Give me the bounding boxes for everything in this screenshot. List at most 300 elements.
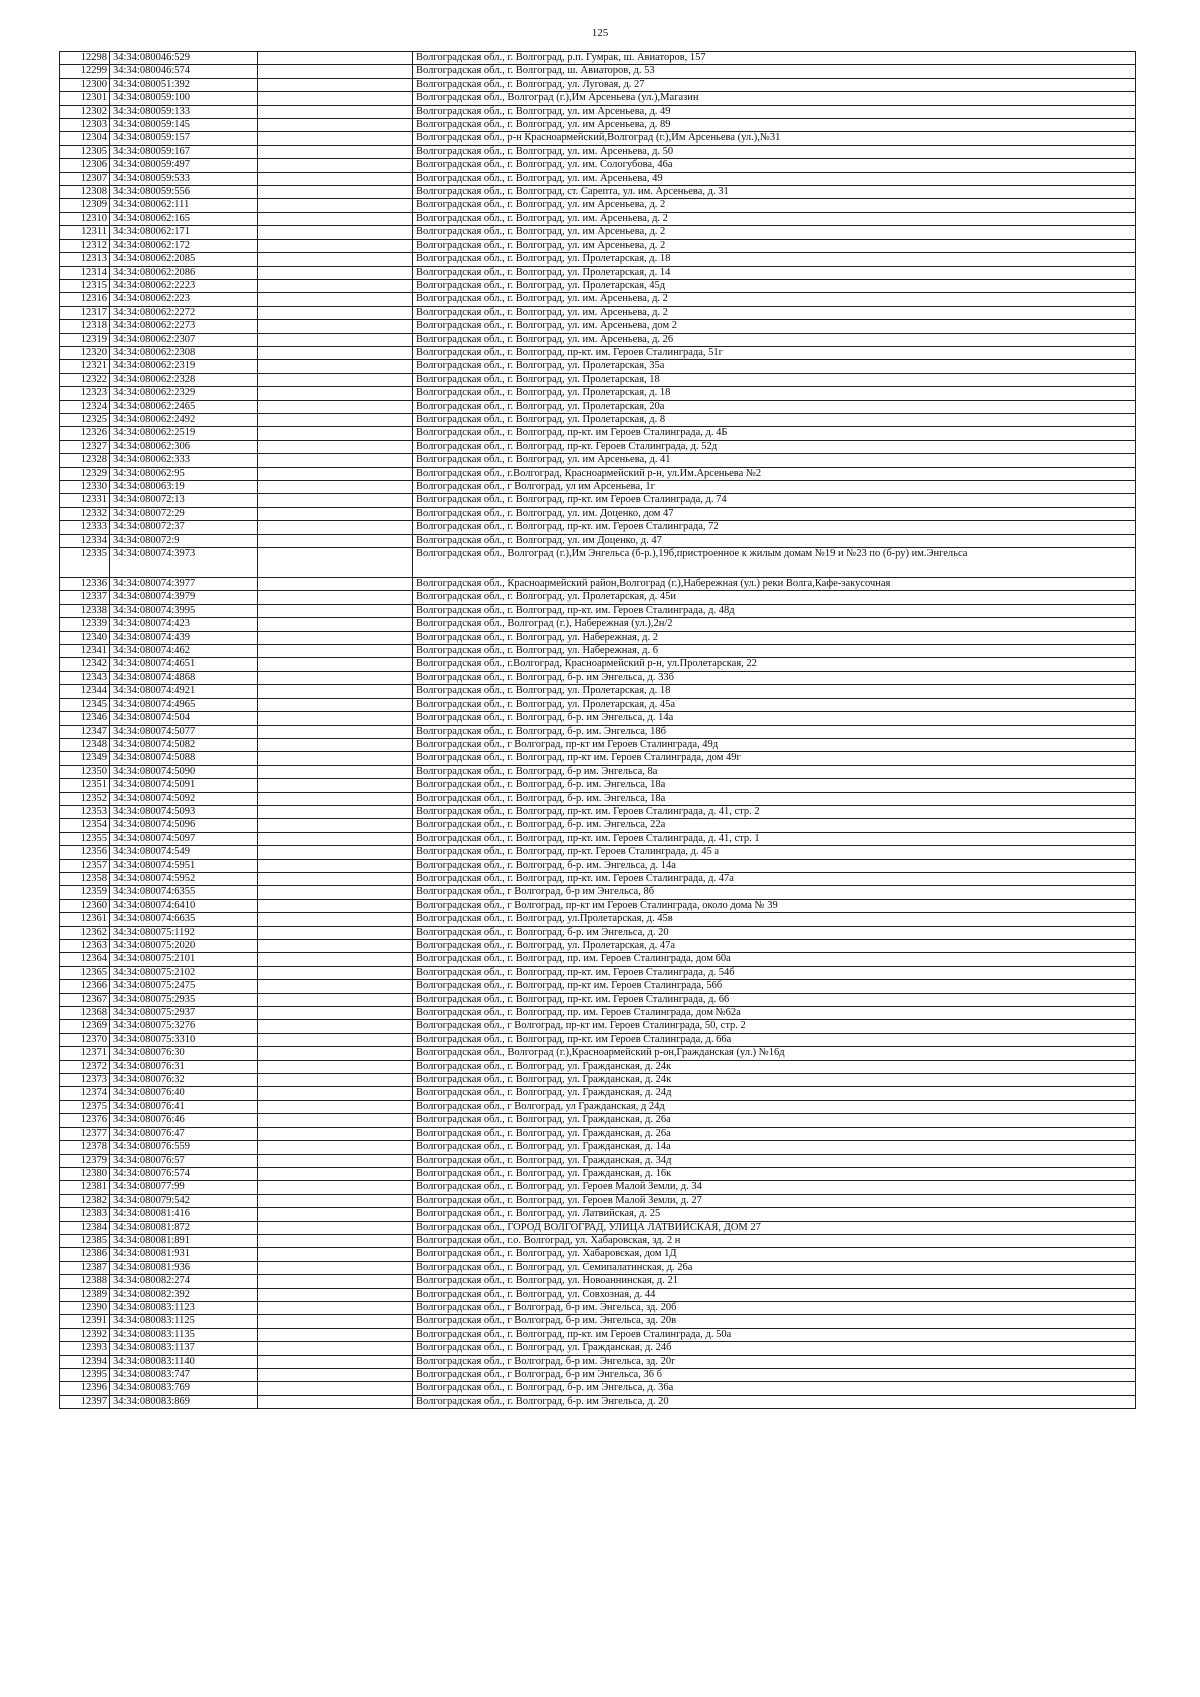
- table-row: [60, 1221, 1136, 1234]
- cadastral-number-cell: 34:34:080062:2273: [110, 320, 258, 333]
- row-number-cell: 12359: [60, 886, 110, 899]
- address-cell: Волгоградская обл., г. Волгоград, пр-кт. им Героев Сталинграда, д. 74: [413, 494, 1136, 507]
- empty-cell: [258, 859, 413, 872]
- row-number-cell: 12336: [60, 578, 110, 591]
- address-cell: Волгоградская обл., г. Волгоград, ул. им. Арсеньева, д. 26: [413, 333, 1136, 346]
- address-cell: Волгоградская обл., г. Волгоград, ул. им. Арсеньева, д. 2: [413, 212, 1136, 225]
- cadastral-number-cell: 34:34:080081:936: [110, 1261, 258, 1274]
- address-cell: Волгоградская обл., г. Волгоград, ш. Авиаторов, д. 53: [413, 65, 1136, 78]
- table-row: [60, 671, 1136, 684]
- table-row: [60, 1315, 1136, 1328]
- cadastral-number-cell: 34:34:080072:29: [110, 507, 258, 520]
- address-cell: Волгоградская обл., Волгоград (г.),Красноармейский р-он,Гражданская (ул.) №16д: [413, 1047, 1136, 1060]
- table-row: [60, 333, 1136, 346]
- address-cell: Волгоградская обл., г. Волгоград, б-р. им. Энгельса, 22а: [413, 819, 1136, 832]
- cadastral-number-cell: 34:34:080072:37: [110, 521, 258, 534]
- row-number-cell: 12377: [60, 1127, 110, 1140]
- table-row: [60, 752, 1136, 765]
- address-cell: Волгоградская обл., г. Волгоград, ул. Гражданская, д. 24д: [413, 1087, 1136, 1100]
- table-row: [60, 926, 1136, 939]
- row-number-cell: 12346: [60, 712, 110, 725]
- row-number-cell: 12348: [60, 738, 110, 751]
- address-cell: Волгоградская обл., г Волгоград, ул им Арсеньева, 1г: [413, 481, 1136, 494]
- row-number-cell: 12343: [60, 671, 110, 684]
- empty-cell: [258, 658, 413, 671]
- table-row: [60, 78, 1136, 91]
- address-cell: Волгоградская обл., г.Волгоград, Красноармейский р-н, ул.Пролетарская, 22: [413, 658, 1136, 671]
- cadastral-number-cell: 34:34:080076:57: [110, 1154, 258, 1167]
- row-number-cell: 12339: [60, 618, 110, 631]
- empty-cell: [258, 199, 413, 212]
- address-cell: Волгоградская обл., Волгоград (г.), Набережная (ул.),2н/2: [413, 618, 1136, 631]
- row-number-cell: 12303: [60, 119, 110, 132]
- cadastral-number-cell: 34:34:080062:2086: [110, 266, 258, 279]
- row-number-cell: 12318: [60, 320, 110, 333]
- row-number-cell: 12383: [60, 1208, 110, 1221]
- address-cell: Волгоградская обл., г. Волгоград, пр-кт. им. Героев Сталинграда, д. 41, стр. 2: [413, 805, 1136, 818]
- address-cell: Волгоградская обл., г. Волгоград, ул. им Арсеньева, д. 89: [413, 119, 1136, 132]
- empty-cell: [258, 145, 413, 158]
- empty-cell: [258, 507, 413, 520]
- row-number-cell: 12355: [60, 832, 110, 845]
- table-row: [60, 698, 1136, 711]
- address-cell: Волгоградская обл., г. Волгоград, б-р. им. Энгельса, 18а: [413, 792, 1136, 805]
- table-row: [60, 159, 1136, 172]
- row-number-cell: 12396: [60, 1382, 110, 1395]
- row-number-cell: 12347: [60, 725, 110, 738]
- empty-cell: [258, 631, 413, 644]
- empty-cell: [258, 1087, 413, 1100]
- cadastral-number-cell: 34:34:080077:99: [110, 1181, 258, 1194]
- row-number-cell: 12360: [60, 899, 110, 912]
- address-cell: Волгоградская обл., Волгоград (г.),Им Арсеньева (ул.),Магазин: [413, 92, 1136, 105]
- cadastral-number-cell: 34:34:080072:13: [110, 494, 258, 507]
- address-cell: Волгоградская обл., г. Волгоград, б-р. им Энгельса, д. 20: [413, 926, 1136, 939]
- address-cell: Волгоградская обл., г. Волгоград, ул. Пролетарская, д. 45и: [413, 591, 1136, 604]
- row-number-cell: 12373: [60, 1074, 110, 1087]
- table-row: [60, 819, 1136, 832]
- empty-cell: [258, 966, 413, 979]
- row-number-cell: 12387: [60, 1261, 110, 1274]
- empty-cell: [258, 738, 413, 751]
- empty-cell: [258, 373, 413, 386]
- row-number-cell: 12367: [60, 993, 110, 1006]
- table-row: [60, 454, 1136, 467]
- row-number-cell: 12305: [60, 145, 110, 158]
- empty-cell: [258, 413, 413, 426]
- cadastral-number-cell: 34:34:080062:223: [110, 293, 258, 306]
- address-cell: Волгоградская обл., г. Волгоград, ул. им Арсеньева, д. 2: [413, 226, 1136, 239]
- row-number-cell: 12309: [60, 199, 110, 212]
- table-row: [60, 1342, 1136, 1355]
- row-number-cell: 12314: [60, 266, 110, 279]
- empty-cell: [258, 1154, 413, 1167]
- table-row: [60, 306, 1136, 319]
- empty-cell: [258, 1328, 413, 1341]
- empty-cell: [258, 172, 413, 185]
- empty-cell: [258, 92, 413, 105]
- table-row: [60, 92, 1136, 105]
- empty-cell: [258, 913, 413, 926]
- row-number-cell: 12394: [60, 1355, 110, 1368]
- table-row: [60, 1382, 1136, 1395]
- table-row: [60, 779, 1136, 792]
- address-cell: Волгоградская обл., г. Волгоград, ул. Семипалатинская, д. 26а: [413, 1261, 1136, 1274]
- table-row: [60, 1007, 1136, 1020]
- cadastral-number-cell: 34:34:080083:869: [110, 1395, 258, 1408]
- cadastral-number-cell: 34:34:080081:416: [110, 1208, 258, 1221]
- empty-cell: [258, 293, 413, 306]
- empty-cell: [258, 980, 413, 993]
- address-cell: Волгоградская обл., г. Волгоград, пр-кт им. Героев Сталинграда, дом 49г: [413, 752, 1136, 765]
- table-row: [60, 467, 1136, 480]
- table-row: [60, 132, 1136, 145]
- row-number-cell: 12388: [60, 1275, 110, 1288]
- cadastral-number-cell: 34:34:080062:2519: [110, 427, 258, 440]
- address-cell: Волгоградская обл., г. Волгоград, ул. Гражданская, д. 24к: [413, 1060, 1136, 1073]
- empty-cell: [258, 899, 413, 912]
- empty-cell: [258, 698, 413, 711]
- cadastral-number-cell: 34:34:080076:30: [110, 1047, 258, 1060]
- empty-cell: [258, 212, 413, 225]
- table-row: [60, 212, 1136, 225]
- address-cell: Волгоградская обл., г. Волгоград, ул. Новоаннинская, д. 21: [413, 1275, 1136, 1288]
- address-cell: Волгоградская обл., г. Волгоград, ул. им. Арсеньева, д. 50: [413, 145, 1136, 158]
- empty-cell: [258, 578, 413, 591]
- empty-cell: [258, 1355, 413, 1368]
- empty-cell: [258, 712, 413, 725]
- table-row: [60, 1369, 1136, 1382]
- table-row: [60, 373, 1136, 386]
- table-row: [60, 1141, 1136, 1154]
- cadastral-number-cell: 34:34:080062:2085: [110, 253, 258, 266]
- address-cell: Волгоградская обл., г. Волгоград, пр. им. Героев Сталинграда, дом №62а: [413, 1007, 1136, 1020]
- address-cell: Волгоградская обл., г. Волгоград, ул. Совхозная, д. 44: [413, 1288, 1136, 1301]
- cadastral-number-cell: 34:34:080074:5092: [110, 792, 258, 805]
- table-row: [60, 239, 1136, 252]
- empty-cell: [258, 320, 413, 333]
- empty-cell: [258, 1127, 413, 1140]
- row-number-cell: 12379: [60, 1154, 110, 1167]
- row-number-cell: 12353: [60, 805, 110, 818]
- cadastral-number-cell: 34:34:080063:19: [110, 481, 258, 494]
- empty-cell: [258, 306, 413, 319]
- row-number-cell: 12376: [60, 1114, 110, 1127]
- cadastral-number-cell: 34:34:080083:1137: [110, 1342, 258, 1355]
- table-row: [60, 507, 1136, 520]
- cadastral-number-cell: 34:34:080076:31: [110, 1060, 258, 1073]
- empty-cell: [258, 846, 413, 859]
- table-row: [60, 440, 1136, 453]
- row-number-cell: 12393: [60, 1342, 110, 1355]
- address-cell: Волгоградская обл., ГОРОД ВОЛГОГРАД, УЛИЦА ЛАТВИЙСКАЯ, ДОМ 27: [413, 1221, 1136, 1234]
- cadastral-number-cell: 34:34:080074:5951: [110, 859, 258, 872]
- table-row: [60, 578, 1136, 591]
- empty-cell: [258, 440, 413, 453]
- cadastral-number-cell: 34:34:080074:439: [110, 631, 258, 644]
- row-number-cell: 12391: [60, 1315, 110, 1328]
- row-number-cell: 12364: [60, 953, 110, 966]
- table-row: [60, 253, 1136, 266]
- cadastral-number-cell: 34:34:080074:5082: [110, 738, 258, 751]
- empty-cell: [258, 1100, 413, 1113]
- address-cell: Волгоградская обл., г. Волгоград, ул. Пролетарская, д. 18: [413, 387, 1136, 400]
- table-row: [60, 1127, 1136, 1140]
- row-number-cell: 12362: [60, 926, 110, 939]
- address-cell: Волгоградская обл., г. Волгоград, ул. Героев Малой Земли, д. 27: [413, 1194, 1136, 1207]
- empty-cell: [258, 132, 413, 145]
- table-row: [60, 953, 1136, 966]
- cadastral-number-cell: 34:34:080074:6355: [110, 886, 258, 899]
- address-cell: Волгоградская обл., г. Волгоград, ул. Луговая, д. 27: [413, 78, 1136, 91]
- address-cell: Волгоградская обл., г. Волгоград, пр-кт. Героев Сталинграда, д. 52д: [413, 440, 1136, 453]
- cadastral-number-cell: 34:34:080062:111: [110, 199, 258, 212]
- cadastral-number-cell: 34:34:080075:2475: [110, 980, 258, 993]
- address-cell: Волгоградская обл., г. Волгоград, ул. Героев Малой Земли, д. 34: [413, 1181, 1136, 1194]
- row-number-cell: 12317: [60, 306, 110, 319]
- table-row: [60, 1194, 1136, 1207]
- address-cell: Волгоградская обл., г. Волгоград, ул. Гражданская, д. 24б: [413, 1342, 1136, 1355]
- empty-cell: [258, 65, 413, 78]
- row-number-cell: 12357: [60, 859, 110, 872]
- address-cell: Волгоградская обл., г. Волгоград, б-р. им. Энгельса, 18а: [413, 779, 1136, 792]
- address-cell: Волгоградская обл., г. Волгоград, ул. Гражданская, д. 24к: [413, 1074, 1136, 1087]
- row-number-cell: 12315: [60, 279, 110, 292]
- address-cell: Волгоградская обл., г. Волгоград, ул. им. Доценко, дом 47: [413, 507, 1136, 520]
- empty-cell: [258, 266, 413, 279]
- row-number-cell: 12341: [60, 645, 110, 658]
- cadastral-number-cell: 34:34:080074:4868: [110, 671, 258, 684]
- row-number-cell: 12358: [60, 872, 110, 885]
- row-number-cell: 12397: [60, 1395, 110, 1408]
- address-cell: Волгоградская обл., Красноармейский район,Волгоград (г.),Набережная (ул.) реки Волга,Кафе-закусочная: [413, 578, 1136, 591]
- address-cell: Волгоградская обл., г. Волгоград, ул. им. Арсеньева, д. 2: [413, 293, 1136, 306]
- row-number-cell: 12298: [60, 52, 110, 65]
- row-number-cell: 12300: [60, 78, 110, 91]
- cadastral-number-cell: 34:34:080075:2020: [110, 940, 258, 953]
- address-cell: Волгоградская обл., г. Волгоград, ул. Пролетарская, 45д: [413, 279, 1136, 292]
- empty-cell: [258, 1261, 413, 1274]
- row-number-cell: 12319: [60, 333, 110, 346]
- empty-cell: [258, 993, 413, 1006]
- row-number-cell: 12320: [60, 346, 110, 359]
- table-row: [60, 872, 1136, 885]
- cadastral-number-cell: 34:34:080083:1135: [110, 1328, 258, 1341]
- empty-cell: [258, 645, 413, 658]
- row-number-cell: 12381: [60, 1181, 110, 1194]
- address-cell: Волгоградская обл., г. Волгоград, ул. им Арсеньева, д. 41: [413, 454, 1136, 467]
- row-number-cell: 12322: [60, 373, 110, 386]
- cadastral-number-cell: 34:34:080081:931: [110, 1248, 258, 1261]
- cadastral-number-cell: 34:34:080076:41: [110, 1100, 258, 1113]
- cadastral-number-cell: 34:34:080062:165: [110, 212, 258, 225]
- cadastral-number-cell: 34:34:080074:549: [110, 846, 258, 859]
- cadastral-number-cell: 34:34:080079:542: [110, 1194, 258, 1207]
- address-cell: Волгоградская обл., г. Волгоград, ул. Пролетарская, д. 18: [413, 253, 1136, 266]
- cadastral-number-cell: 34:34:080062:333: [110, 454, 258, 467]
- row-number-cell: 12337: [60, 591, 110, 604]
- address-cell: Волгоградская обл., г. Волгоград, пр-кт им. Героев Сталинграда, 56б: [413, 980, 1136, 993]
- row-number-cell: 12332: [60, 507, 110, 520]
- row-number-cell: 12316: [60, 293, 110, 306]
- table-row: [60, 1167, 1136, 1180]
- row-number-cell: 12354: [60, 819, 110, 832]
- empty-cell: [258, 604, 413, 617]
- table-row: [60, 186, 1136, 199]
- cadastral-number-cell: 34:34:080075:3276: [110, 1020, 258, 1033]
- address-cell: Волгоградская обл., г. Волгоград, ул. Пролетарская, д. 18: [413, 685, 1136, 698]
- address-cell: Волгоградская обл., г. Волгоград, р.п. Гумрак, ш. Авиаторов, 157: [413, 52, 1136, 65]
- address-cell: Волгоградская обл., г. Волгоград, ул. Набережная, д. 6: [413, 645, 1136, 658]
- table-row: [60, 1100, 1136, 1113]
- table-row: [60, 859, 1136, 872]
- row-number-cell: 12349: [60, 752, 110, 765]
- empty-cell: [258, 1033, 413, 1046]
- table-row: [60, 846, 1136, 859]
- empty-cell: [258, 1181, 413, 1194]
- empty-cell: [258, 1020, 413, 1033]
- address-cell: Волгоградская обл., г. Волгоград, пр-кт. им. Героев Сталинграда, 51г: [413, 346, 1136, 359]
- row-number-cell: 12386: [60, 1248, 110, 1261]
- table-row: [60, 966, 1136, 979]
- cadastral-number-cell: 34:34:080062:2492: [110, 413, 258, 426]
- table-row: [60, 320, 1136, 333]
- table-row: [60, 1181, 1136, 1194]
- table-row: [60, 279, 1136, 292]
- address-cell: Волгоградская обл., г. Волгоград, б-р. им. Энгельса, 18б: [413, 725, 1136, 738]
- empty-cell: [258, 886, 413, 899]
- table-row: [60, 604, 1136, 617]
- row-number-cell: 12356: [60, 846, 110, 859]
- empty-cell: [258, 926, 413, 939]
- table-row: [60, 387, 1136, 400]
- address-cell: Волгоградская обл., г. Волгоград, ул. им Арсеньева, д. 49: [413, 105, 1136, 118]
- table-row: [60, 145, 1136, 158]
- row-number-cell: 12352: [60, 792, 110, 805]
- address-cell: Волгоградская обл., г. Волгоград, ул. Гражданская, д. 34д: [413, 1154, 1136, 1167]
- table-row: [60, 1355, 1136, 1368]
- table-row: [60, 548, 1136, 578]
- cadastral-number-cell: 34:34:080074:5952: [110, 872, 258, 885]
- table-row: [60, 832, 1136, 845]
- address-cell: Волгоградская обл., г Волгоград, пр-кт им. Героев Сталинграда, 50, стр. 2: [413, 1020, 1136, 1033]
- row-number-cell: 12350: [60, 765, 110, 778]
- address-cell: Волгоградская обл., р-н Красноармейский,Волгоград (г.),Им Арсеньева (ул.),№31: [413, 132, 1136, 145]
- table-row: [60, 1275, 1136, 1288]
- address-cell: Волгоградская обл., г Волгоград, ул Гражданская, д 24д: [413, 1100, 1136, 1113]
- address-cell: Волгоградская обл., г. Волгоград, пр-кт. им. Героев Сталинграда, д. 66: [413, 993, 1136, 1006]
- empty-cell: [258, 725, 413, 738]
- cadastral-number-cell: 34:34:080082:392: [110, 1288, 258, 1301]
- table-row: [60, 65, 1136, 78]
- row-number-cell: 12380: [60, 1167, 110, 1180]
- cadastral-number-cell: 34:34:080074:504: [110, 712, 258, 725]
- empty-cell: [258, 1047, 413, 1060]
- cadastral-number-cell: 34:34:080074:423: [110, 618, 258, 631]
- table-row: [60, 618, 1136, 631]
- empty-cell: [258, 1288, 413, 1301]
- address-cell: Волгоградская обл., г. Волгоград, ст. Сарепта, ул. им. Арсеньева, д. 31: [413, 186, 1136, 199]
- cadastral-number-cell: 34:34:080062:2465: [110, 400, 258, 413]
- cadastral-number-cell: 34:34:080062:95: [110, 467, 258, 480]
- cadastral-number-cell: 34:34:080059:497: [110, 159, 258, 172]
- table-row: [60, 1047, 1136, 1060]
- cadastral-number-cell: 34:34:080074:3979: [110, 591, 258, 604]
- empty-cell: [258, 1141, 413, 1154]
- empty-cell: [258, 1194, 413, 1207]
- table-row: [60, 521, 1136, 534]
- empty-cell: [258, 548, 413, 578]
- table-row: [60, 658, 1136, 671]
- address-cell: Волгоградская обл., г. Волгоград, ул. им Арсеньева, д. 2: [413, 239, 1136, 252]
- address-cell: Волгоградская обл., г. Волгоград, ул. им Доценко, д. 47: [413, 534, 1136, 547]
- empty-cell: [258, 819, 413, 832]
- empty-cell: [258, 1382, 413, 1395]
- empty-cell: [258, 387, 413, 400]
- cadastral-number-cell: 34:34:080074:5077: [110, 725, 258, 738]
- table-row: [60, 993, 1136, 1006]
- cadastral-number-cell: 34:34:080059:100: [110, 92, 258, 105]
- cadastral-number-cell: 34:34:080059:533: [110, 172, 258, 185]
- table-row: [60, 940, 1136, 953]
- address-cell: Волгоградская обл., г. Волгоград, ул. Гражданская, д. 14а: [413, 1141, 1136, 1154]
- row-number-cell: 12368: [60, 1007, 110, 1020]
- row-number-cell: 12366: [60, 980, 110, 993]
- row-number-cell: 12384: [60, 1221, 110, 1234]
- row-number-cell: 12382: [60, 1194, 110, 1207]
- cadastral-number-cell: 34:34:080062:2307: [110, 333, 258, 346]
- cadastral-number-cell: 34:34:080074:5091: [110, 779, 258, 792]
- cadastral-number-cell: 34:34:080076:40: [110, 1087, 258, 1100]
- cadastral-number-cell: 34:34:080083:747: [110, 1369, 258, 1382]
- cadastral-number-cell: 34:34:080076:32: [110, 1074, 258, 1087]
- cadastral-number-cell: 34:34:080076:574: [110, 1167, 258, 1180]
- table-row: [60, 1033, 1136, 1046]
- row-number-cell: 12335: [60, 548, 110, 578]
- row-number-cell: 12301: [60, 92, 110, 105]
- table-row: [60, 738, 1136, 751]
- address-cell: Волгоградская обл., г. Волгоград, пр-кт. им. Героев Сталинграда, д. 41, стр. 1: [413, 832, 1136, 845]
- empty-cell: [258, 1074, 413, 1087]
- address-cell: Волгоградская обл., г Волгоград, б-р им. Энгельса, зд. 20б: [413, 1301, 1136, 1314]
- empty-cell: [258, 1301, 413, 1314]
- cadastral-number-cell: 34:34:080074:4651: [110, 658, 258, 671]
- row-number-cell: 12307: [60, 172, 110, 185]
- table-row: [60, 226, 1136, 239]
- cadastral-number-cell: 34:34:080074:5093: [110, 805, 258, 818]
- empty-cell: [258, 1114, 413, 1127]
- empty-cell: [258, 521, 413, 534]
- table-row: [60, 1154, 1136, 1167]
- row-number-cell: 12313: [60, 253, 110, 266]
- empty-cell: [258, 1167, 413, 1180]
- empty-cell: [258, 534, 413, 547]
- table-row: [60, 427, 1136, 440]
- table-row: [60, 792, 1136, 805]
- cadastral-number-cell: 34:34:080074:5090: [110, 765, 258, 778]
- row-number-cell: 12361: [60, 913, 110, 926]
- cadastral-number-cell: 34:34:080083:1125: [110, 1315, 258, 1328]
- address-cell: Волгоградская обл., г.о. Волгоград, ул. Хабаровская, зд. 2 н: [413, 1234, 1136, 1247]
- row-number-cell: 12304: [60, 132, 110, 145]
- empty-cell: [258, 226, 413, 239]
- address-cell: Волгоградская обл., Волгоград (г.),Им Энгельса (б-р.),19б,пристроенное к жилым домам №19 и №23 по (б-ру) им.Энгельса: [413, 548, 1136, 578]
- empty-cell: [258, 765, 413, 778]
- address-cell: Волгоградская обл., г. Волгоград, ул. Хабаровская, дом 1Д: [413, 1248, 1136, 1261]
- page-number: 125: [591, 27, 609, 39]
- registry-table: [59, 51, 1136, 1409]
- cadastral-number-cell: 34:34:080046:574: [110, 65, 258, 78]
